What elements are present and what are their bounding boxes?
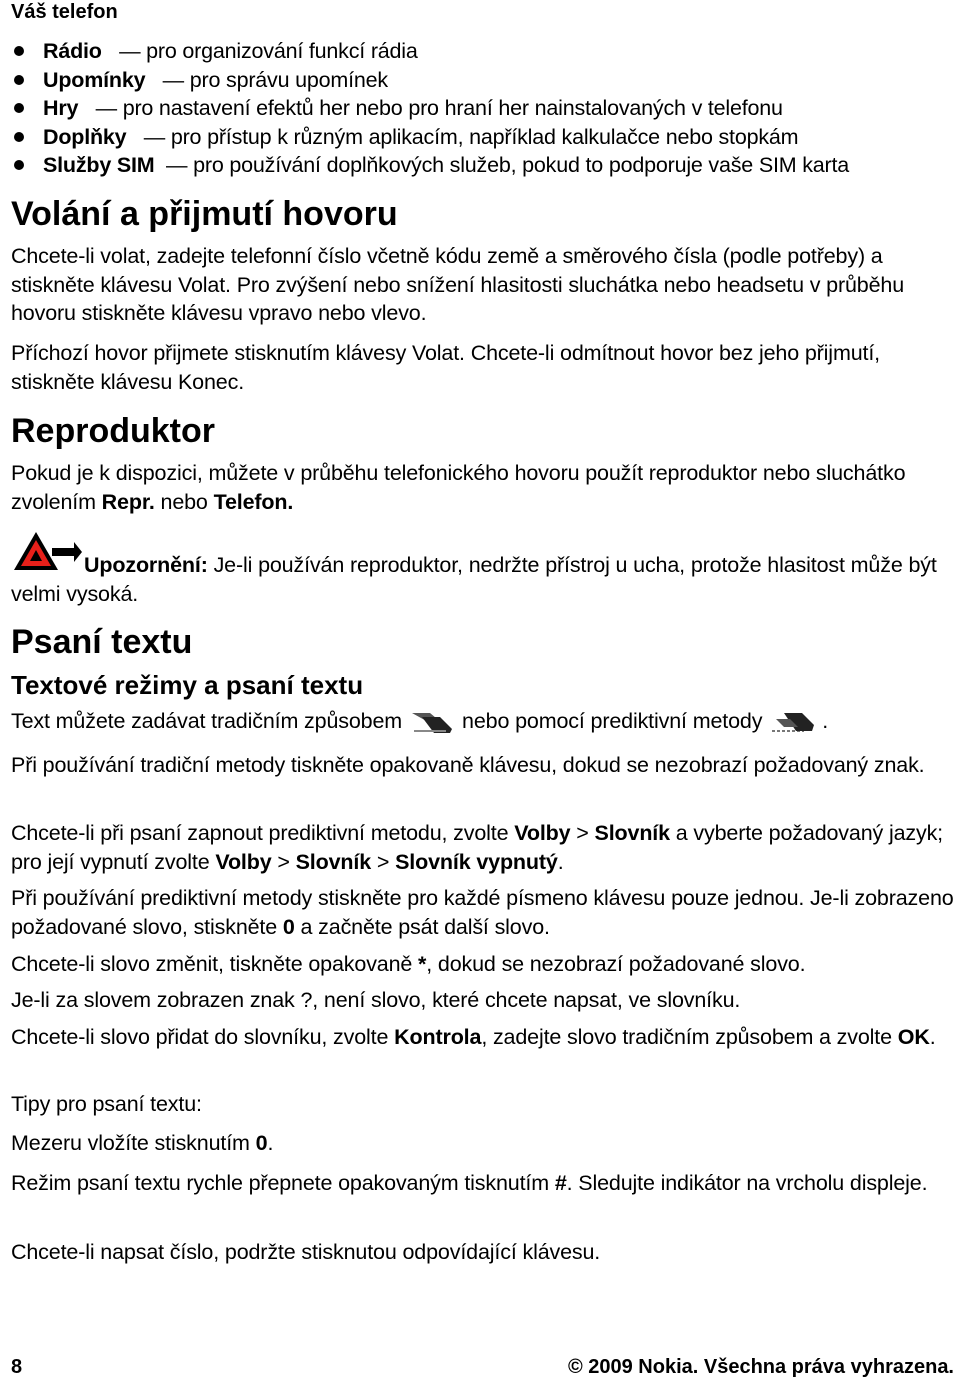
running-header: Váš telefon (11, 1, 118, 23)
key-hash: # (554, 1171, 567, 1195)
item-name: Doplňky (43, 124, 127, 149)
space-tip-paragraph: Mezeru vložíte stisknutím 0. (11, 1131, 274, 1155)
calls-paragraph-1: Chcete-li volat, zadejte telefonní číslo včetně kódu země a směrového čísla (podle potřeby) a stiskněte klávesu Volat. Pro zvýšení nebo snížení hlasitosti sluchátka nebo headsetu v průběhu hovoru stiskněte klávesu vpravo nebo vlevo. (11, 244, 905, 325)
telefon-option: Telefon. (213, 489, 294, 514)
speaker-paragraph: Pokud je k dispozici, můžete v průběhu telefonického hovoru použít reproduktor nebo sluchátko zvolením Repr. nebo Telefon. (11, 461, 906, 514)
traditional-input-icon (410, 709, 454, 735)
dictionary-off-option: Slovník vypnutý (395, 849, 558, 874)
copyright-notice: © 2009 Nokia. Všechna práva vyhrazena. (567, 1356, 954, 1378)
key-zero: 0 (282, 914, 295, 939)
options-menu: Volby (215, 849, 272, 874)
number-tip-paragraph: Chcete-li napsat číslo, podržte stisknutou odpovídající klávesu. (11, 1240, 601, 1264)
predictive-input-icon (770, 709, 814, 735)
item-name: Rádio (43, 39, 102, 63)
item-name: Hry (43, 96, 79, 120)
change-word-paragraph: Chcete-li slovo změnit, tiskněte opakovaně *, dokud se nezobrazí požadované slovo. (11, 952, 806, 976)
warning-paragraph: Upozornění: Je-li používán reproduktor, nedržte přístroj u ucha, protože hlasitost může být velmi vysoká. (11, 553, 937, 606)
key-zero: 0 (255, 1131, 268, 1155)
list-item: Hry — pro nastavení efektů her nebo pro hraní her nainstalovaných v telefonu (0, 94, 960, 123)
bullet-icon (14, 75, 24, 85)
warning-label: Upozornění: (84, 553, 208, 577)
check-option: Kontrola (394, 1025, 482, 1049)
options-menu: Volby (514, 821, 571, 845)
calls-paragraph-2: Příchozí hovor přijmete stisknutím klávesy Volat. Chcete-li odmítnout hovor bez jeho přijmutí, stiskněte klávesu Konec. (11, 341, 880, 394)
item-name: Upomínky (43, 67, 146, 92)
list-item: Doplňky — pro přístup k různým aplikacím, například kalkulačce nebo stopkám (0, 123, 960, 152)
item-name: Služby SIM (43, 153, 155, 177)
item-desc: pro nastavení efektů her nebo pro hraní her nainstalovaných v telefonu (122, 96, 783, 120)
bullet-icon (14, 46, 24, 56)
page-number: 8 (11, 1356, 23, 1378)
bullet-icon (14, 160, 24, 170)
predictive-usage-paragraph: Při používání prediktivní metody stiskněte pro každé písmeno klávesu pouze jednou. Je-li zobrazeno požadované slovo, stiskněte 0 a začněte psát další slovo. (11, 886, 954, 939)
ok-option: OK (897, 1025, 930, 1049)
traditional-paragraph: Při používání tradiční metody tiskněte opakovaně klávesu, dokud se nezobrazí požadovaný znak. (11, 753, 925, 777)
subsection-heading: Textové režimy a psaní textu (11, 670, 364, 700)
item-desc: pro přístup k různým aplikacím, například kalkulačce nebo stopkám (170, 124, 799, 149)
item-desc: pro používání doplňkových služeb, pokud to podporuje vaše SIM karta (193, 153, 850, 177)
dictionary-menu: Slovník (594, 821, 670, 845)
list-item: Rádio — pro organizování funkcí rádia (0, 37, 960, 66)
tips-heading: Tipy pro psaní textu: (11, 1092, 202, 1116)
menu-list (0, 37, 960, 180)
mode-switch-paragraph: Režim psaní textu rychle přepnete opakovaným tisknutím #. Sledujte indikátor na vrcholu displeje. (11, 1171, 928, 1195)
section-heading-text: Psaní textu (11, 623, 193, 661)
key-star: * (418, 952, 427, 976)
item-desc: pro organizování funkcí rádia (146, 39, 418, 63)
list-item: Služby SIM — pro používání doplňkových služeb, pokud to podporuje vaše SIM karta (0, 151, 960, 180)
input-modes-line: Text můžete zadávat tradičním způsobem nebo pomocí prediktivní metody . (11, 707, 956, 736)
bullet-icon (14, 132, 24, 142)
predictive-toggle-paragraph: Chcete-li při psaní zapnout prediktivní metodu, zvolte Volby > Slovník a vyberte požadovaný jazyk; pro její vypnutí zvolte Volby > Slovník > Slovník vypnutý. (11, 821, 944, 874)
list-item: Upomínky — pro správu upomínek (0, 66, 960, 95)
unknown-word-paragraph: Je-li za slovem zobrazen znak ?, není slovo, které chcete napsat, ve slovníku. (11, 988, 741, 1012)
section-heading-speaker: Reproduktor (11, 412, 215, 450)
bullet-icon (14, 103, 24, 113)
add-word-paragraph: Chcete-li slovo přidat do slovníku, zvolte Kontrola, zadejte slovo tradičním způsobem a zvolte OK. (11, 1025, 936, 1049)
item-desc: pro správu upomínek (189, 67, 388, 92)
section-heading-calls: Volání a přijmutí hovoru (11, 195, 398, 233)
dictionary-menu: Slovník (295, 849, 372, 874)
repr-option: Repr. (101, 489, 155, 514)
